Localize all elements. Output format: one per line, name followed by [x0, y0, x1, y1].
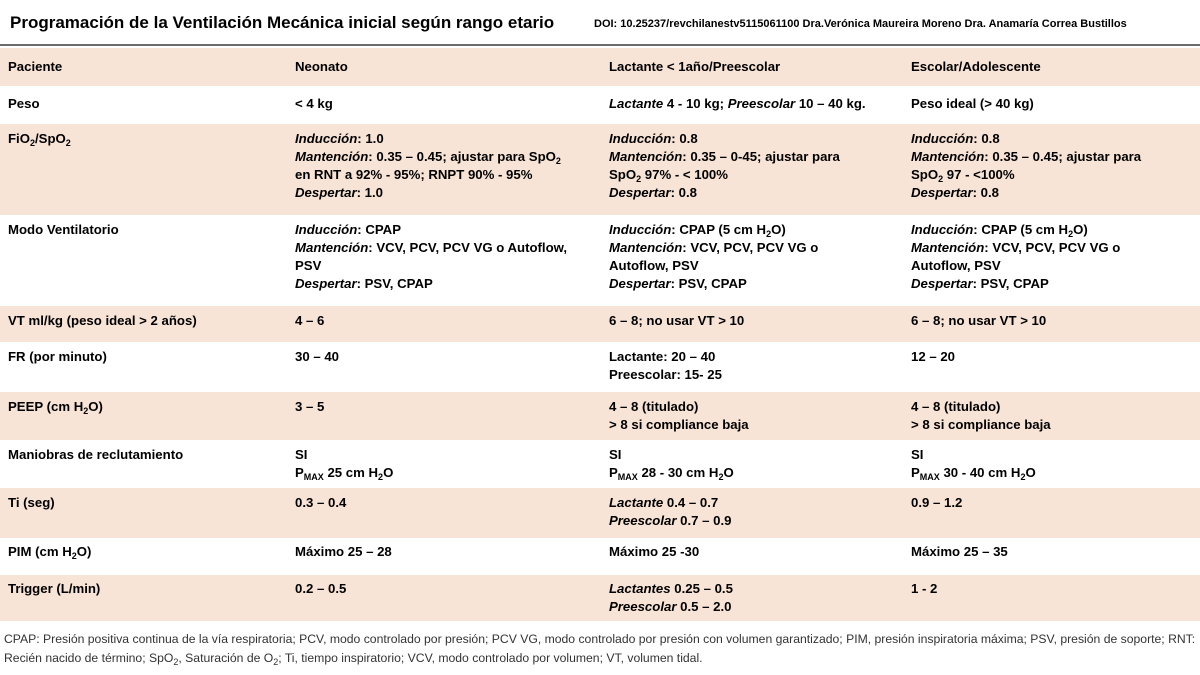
abbreviations-footnote: CPAP: Presión positiva continua de la vía respiratoria; PCV, modo controlado por presión; PCV VG, modo controlado por presión con volumen garantizado; PIM, presión inspiratoria máxima; PSV, presión de soporte; RNT: Recién nacido de término; SpO$_2$, Saturación de $O_2$; Ti, tiempo inspiratorio; VCV, modo controlado por volumen; VT, volumen tidal.	[4, 632, 1196, 667]
label-maniobras: Maniobras de reclutamiento	[8, 447, 184, 462]
row-trigger	[0, 575, 1200, 621]
modo-neonato: Inducción: CPAP Mantención: VCV, PCV, PCV VG o Autoflow, PSV Despertar: PSV, CPAP	[295, 222, 568, 291]
label-pim: PIM (cm $H_2O$)	[8, 544, 92, 561]
trigger-lactante: Lactantes 0.25 – 0.5 Preescolar 0.5 – 2.0	[601, 575, 903, 621]
peep-neonato: 3 – 5	[287, 392, 601, 440]
row-pim	[0, 538, 1200, 575]
maniobras-neonato: SI $P_{MAX}$ 25 cm $H_2O$	[295, 447, 394, 482]
header-row	[0, 48, 1200, 86]
ti-escolar: 0.9 – 1.2	[903, 488, 1200, 538]
maniobras-lactante: SI $P_{MAX}$ 28 - 30 cm $H_2O$	[609, 447, 734, 482]
vt-neonato: 4 – 6	[287, 306, 601, 342]
ventilation-table	[0, 48, 1200, 621]
peso-lactante: Lactante 4 - 10 kg; Preescolar 10 – 40 kg.	[609, 96, 866, 111]
doi-citation: DOI: 10.25237/revchilanestv5115061100 Dra.Verónica Maureira Moreno Dra. Anamaría Correa Bustillos	[594, 18, 1127, 30]
vt-escolar: 6 – 8; no usar VT > 10	[903, 306, 1200, 342]
page-title: Programación de la Ventilación Mecánica inicial según rango etario	[10, 13, 555, 32]
label-modo: Modo Ventilatorio	[8, 222, 119, 237]
fio2-lactante: Inducción: 0.8 Mantención: 0.35 – 0-45; ajustar para SpO$_2$ 97% - < 100% Despertar: 0.8	[601, 124, 903, 215]
label-ti: Ti (seg)	[0, 488, 287, 538]
peep-lactante: 4 – 8 (titulado) > 8 si compliance baja	[601, 392, 903, 440]
row-vt	[0, 306, 1200, 342]
peep-escolar: 4 – 8 (titulado) > 8 si compliance baja	[903, 392, 1200, 440]
vt-lactante: 6 – 8; no usar VT > 10	[601, 306, 903, 342]
header-neonato: Neonato	[287, 48, 601, 86]
row-modo	[0, 215, 1200, 306]
fr-neonato: 30 – 40	[295, 349, 339, 364]
fr-escolar: 12 – 20	[911, 349, 955, 364]
label-vt: VT ml/kg (peso ideal > 2 años)	[0, 306, 287, 342]
header-lactante: Lactante < 1año/Preescolar	[601, 48, 903, 86]
row-fio2	[0, 124, 1200, 215]
modo-escolar: Inducción: CPAP (5 cm $H_2O$) Mantención: VCV, PCV, PCV VG o Autoflow, PSV Despertar: PSV, CPAP	[911, 222, 1121, 291]
label-peso: Peso	[8, 96, 40, 111]
row-maniobras	[0, 440, 1200, 488]
label-trigger: Trigger (L/min)	[0, 575, 287, 621]
title-bar	[0, 0, 1200, 46]
label-fio2: FiO$_2$/SpO$_2$	[0, 124, 287, 215]
pim-escolar: Máximo 25 – 35	[911, 544, 1008, 559]
pim-lactante: Máximo 25 -30	[609, 544, 700, 559]
label-fr: FR (por minuto)	[8, 349, 107, 364]
fio2-escolar: Inducción: 0.8 Mantención: 0.35 – 0.45; ajustar para SpO$_2$ 97 - <100% Despertar: 0.8	[903, 124, 1200, 215]
row-ti	[0, 488, 1200, 538]
fio2-neonato: Inducción: 1.0 Mantención: 0.35 – 0.45; ajustar para SpO$_2$ en RNT a 92% - 95%; RNPT 90% - 95% Despertar: 1.0	[287, 124, 601, 215]
row-peso	[0, 86, 1200, 124]
maniobras-escolar: SI $P_{MAX}$ 30 - 40 cm $H_2O$	[911, 447, 1036, 482]
label-peep: PEEP (cm $H_2O$)	[0, 392, 287, 440]
row-fr	[0, 342, 1200, 392]
header-escolar: Escolar/Adolescente	[903, 48, 1200, 86]
trigger-escolar: 1 - 2	[903, 575, 1200, 621]
ti-lactante: Lactante 0.4 – 0.7 Preescolar 0.7 – 0.9	[601, 488, 903, 538]
header-paciente: Paciente	[0, 48, 287, 86]
peso-neonato: < 4 kg	[295, 96, 333, 111]
fr-lactante: Lactante: 20 – 40 Preescolar: 15- 25	[609, 349, 722, 382]
pim-neonato: Máximo 25 – 28	[295, 544, 392, 559]
modo-lactante: Inducción: CPAP (5 cm $H_2O$) Mantención: VCV, PCV, PCV VG o Autoflow, PSV Despertar: PSV, CPAP	[609, 222, 819, 291]
peso-escolar: Peso ideal (> 40 kg)	[911, 96, 1034, 111]
row-peep	[0, 392, 1200, 440]
trigger-neonato: 0.2 – 0.5	[287, 575, 601, 621]
ti-neonato: 0.3 – 0.4	[287, 488, 601, 538]
